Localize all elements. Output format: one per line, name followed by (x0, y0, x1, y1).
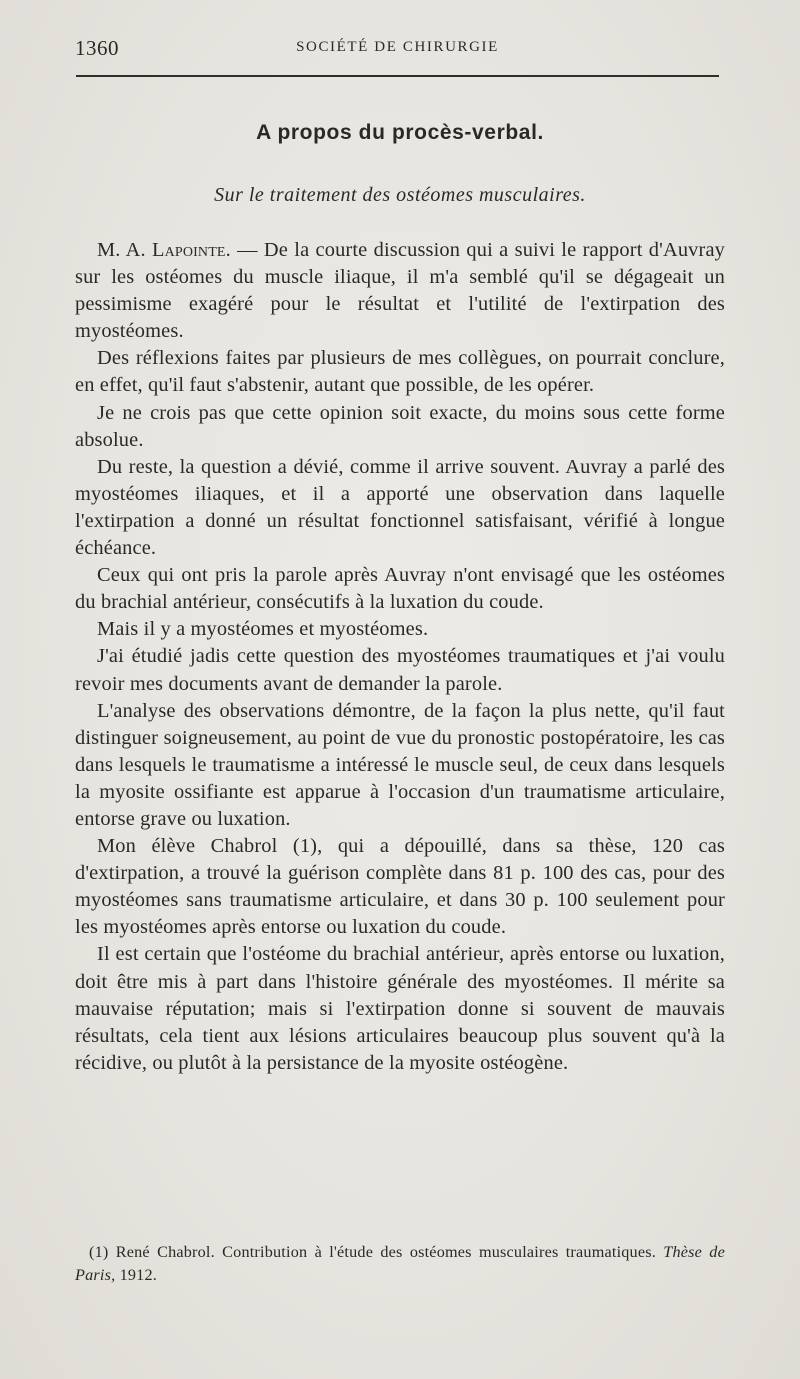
paragraph-1 (75, 237, 725, 345)
author-name: M. A. Lapointe. (97, 239, 231, 261)
footnote-paragraph (75, 1241, 725, 1287)
paragraph-8: L'analyse des observations démontre, de la façon la plus nette, qu'il faut distinguer soigneusement, au point de vue du pronostic postopératoire, les cas dans lesquels le traumatisme a intéressé le muscle seul, de ceux dans lesquels la myosite ossifiante est apparue à l'occasion d'un traumatisme articulaire, entorse grave ou luxation. (75, 699, 725, 830)
footnote-year: 1912. (115, 1266, 157, 1284)
paragraph-4: Du reste, la question a dévié, comme il arrive souvent. Auvray a parlé des myostéomes iliaques, et il a apporté une observation dans laquelle l'extirpation a donné un résultat fonctionnel satisfaisant, vérifié à longue échéance. (75, 455, 725, 560)
paragraph-2: Des réflexions faites par plusieurs de mes collègues, on pourrait conclure, en effet, qu'il faut s'abstenir, autant que possible, de les opérer. (75, 347, 725, 397)
body-text (75, 237, 725, 1077)
footnote-thesis: Thèse de Paris, (75, 1243, 725, 1284)
paragraph-text: — De la courte discussion qui a suivi le rapport d'Auvray sur les ostéomes du muscle iliaque, il m'a semblé qu'il se dégageait un pessimisme exagéré pour le résultat et l'utilité de l'extirpation des myostéomes. (75, 239, 725, 343)
page-number: 1360 (75, 36, 119, 60)
section-subtitle: Sur le traitement des ostéomes musculaires. (214, 184, 586, 206)
paragraph-7: J'ai étudié jadis cette question des myostéomes traumatiques et j'ai voulu revoir mes documents avant de demander la parole. (75, 645, 725, 695)
paragraph-9: Mon élève Chabrol (1), qui a dépouillé, dans sa thèse, 120 cas d'extirpation, a trouvé la guérison complète dans 81 p. 100 des cas, pour des myostéomes sans traumatisme articulaire, et dans 30 p. 100 seulement pour les myostéomes après entorse ou luxation du coude. (75, 835, 725, 939)
footnote (75, 1241, 725, 1287)
paragraph-6: Mais il y a myostéomes et myostéomes. (97, 618, 429, 641)
footnote-text: (1) René Chabrol. Contribution à l'étude des ostéomes musculaires traumatiques. (89, 1243, 664, 1261)
running-head (75, 36, 720, 64)
section-title: A propos du procès-verbal. (256, 121, 544, 144)
paragraph-10: Il est certain que l'ostéome du brachial antérieur, après entorse ou luxation, doit être mis à part dans l'histoire générale des myostéomes. Il mérite sa mauvaise réputation; mais si l'extirpation donne si souvent de mauvais résultats, cela tient aux lésions articulaires beaucoup plus souvent qu'à la récidive, ou plutôt à la persistance de la myosite ostéogène. (75, 943, 725, 1074)
paragraph-3: Je ne crois pas que cette opinion soit exacte, du moins sous cette forme absolue. (75, 401, 725, 451)
paragraph-5: Ceux qui ont pris la parole après Auvray n'ont envisagé que les ostéomes du brachial antérieur, consécutifs à la luxation du coude. (75, 564, 725, 614)
journal-title: SOCIÉTÉ DE CHIRURGIE (296, 39, 499, 55)
header-rule (76, 75, 719, 77)
